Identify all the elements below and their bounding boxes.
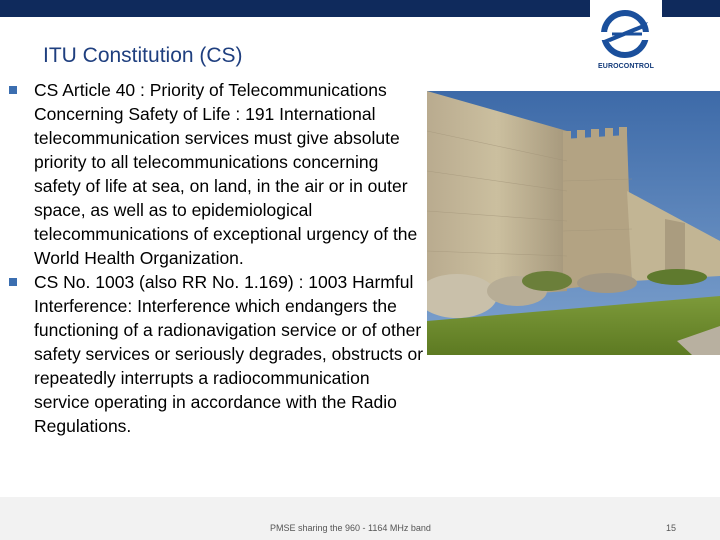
footer-band <box>0 497 720 540</box>
bullet-item <box>8 78 426 270</box>
bullet-square-icon <box>9 278 17 286</box>
eurocontrol-emblem-icon <box>598 10 654 60</box>
slide-body <box>8 78 426 438</box>
slide-title: ITU Constitution (CS) <box>43 44 243 67</box>
city-wall-photo <box>427 91 720 355</box>
page-number: 15 <box>666 523 677 533</box>
eurocontrol-logo <box>590 0 662 80</box>
bullet-square-icon <box>9 86 17 94</box>
footer-caption: PMSE sharing the 960 - 1164 MHz band <box>270 523 431 533</box>
bullet-text: CS Article 40 : Priority of Telecommunications Concerning Safety of Life : 191 International telecommunication services must give absolute priority to all telecommunications concerning safety of life at sea, on land, in the air or in outer space, as well as to epidemiological telecommunications of exceptional urgency of the World Health Organization. <box>34 80 418 268</box>
bullet-item <box>8 270 426 438</box>
logo-wordmark: EUROCONTROL <box>598 63 654 70</box>
bullet-text: CS No. 1003 (also RR No. 1.169) : 1003 Harmful Interference: Interference which endangers the functioning of a radionavigation service or of other safety services or seriously degrades, obstructs or repeatedly interrupts a radiocommunication service operating in accordance with the Radio Regulations. <box>34 272 424 436</box>
